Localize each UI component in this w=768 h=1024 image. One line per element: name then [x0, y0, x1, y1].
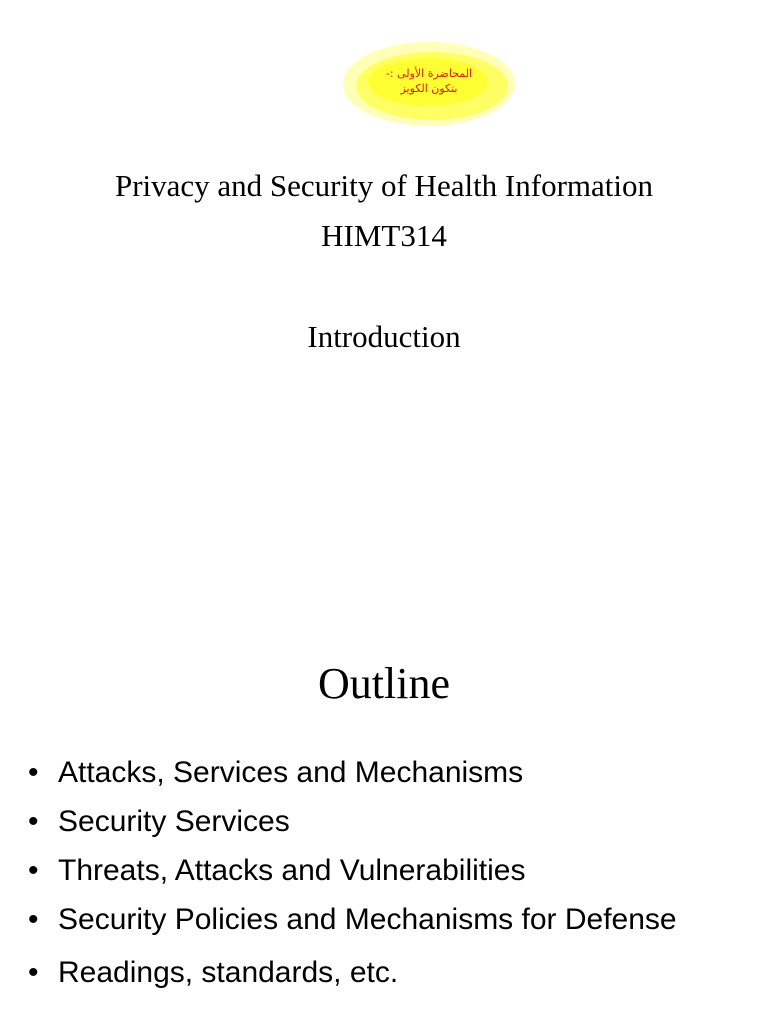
list-item-text: Readings, standards, etc.	[58, 956, 399, 989]
list-item	[28, 899, 748, 941]
list-item	[28, 850, 748, 892]
sticky-note-line-1: المحاضرة الأولى :-	[385, 67, 473, 80]
outline-slide	[0, 580, 768, 1024]
list-item	[28, 801, 748, 843]
sticky-note-line-2: بتكون الكويز	[400, 82, 458, 95]
bullet-icon: •	[28, 854, 39, 887]
presentation-title: Privacy and Security of Health Information	[114, 168, 654, 203]
list-item-text: Attacks, Services and Mechanisms	[58, 756, 524, 789]
list-item-text: Security Services	[58, 805, 290, 838]
bullet-icon: •	[28, 903, 39, 936]
sticky-note-annotation	[340, 38, 518, 130]
outline-heading: Outline	[318, 659, 450, 708]
presentation-subtitle: Introduction	[307, 319, 461, 354]
outline-bullet-list	[28, 752, 748, 1001]
course-code: HIMT314	[321, 218, 447, 253]
bullet-icon: •	[28, 756, 39, 789]
bullet-icon: •	[28, 956, 39, 989]
sticky-note-text	[340, 66, 518, 96]
bullet-icon: •	[28, 805, 39, 838]
list-item-text: Security Policies and Mechanisms for Defense	[58, 903, 677, 936]
list-item	[28, 752, 748, 794]
list-item-text: Threats, Attacks and Vulnerabilities	[58, 854, 526, 887]
list-item	[28, 952, 748, 994]
